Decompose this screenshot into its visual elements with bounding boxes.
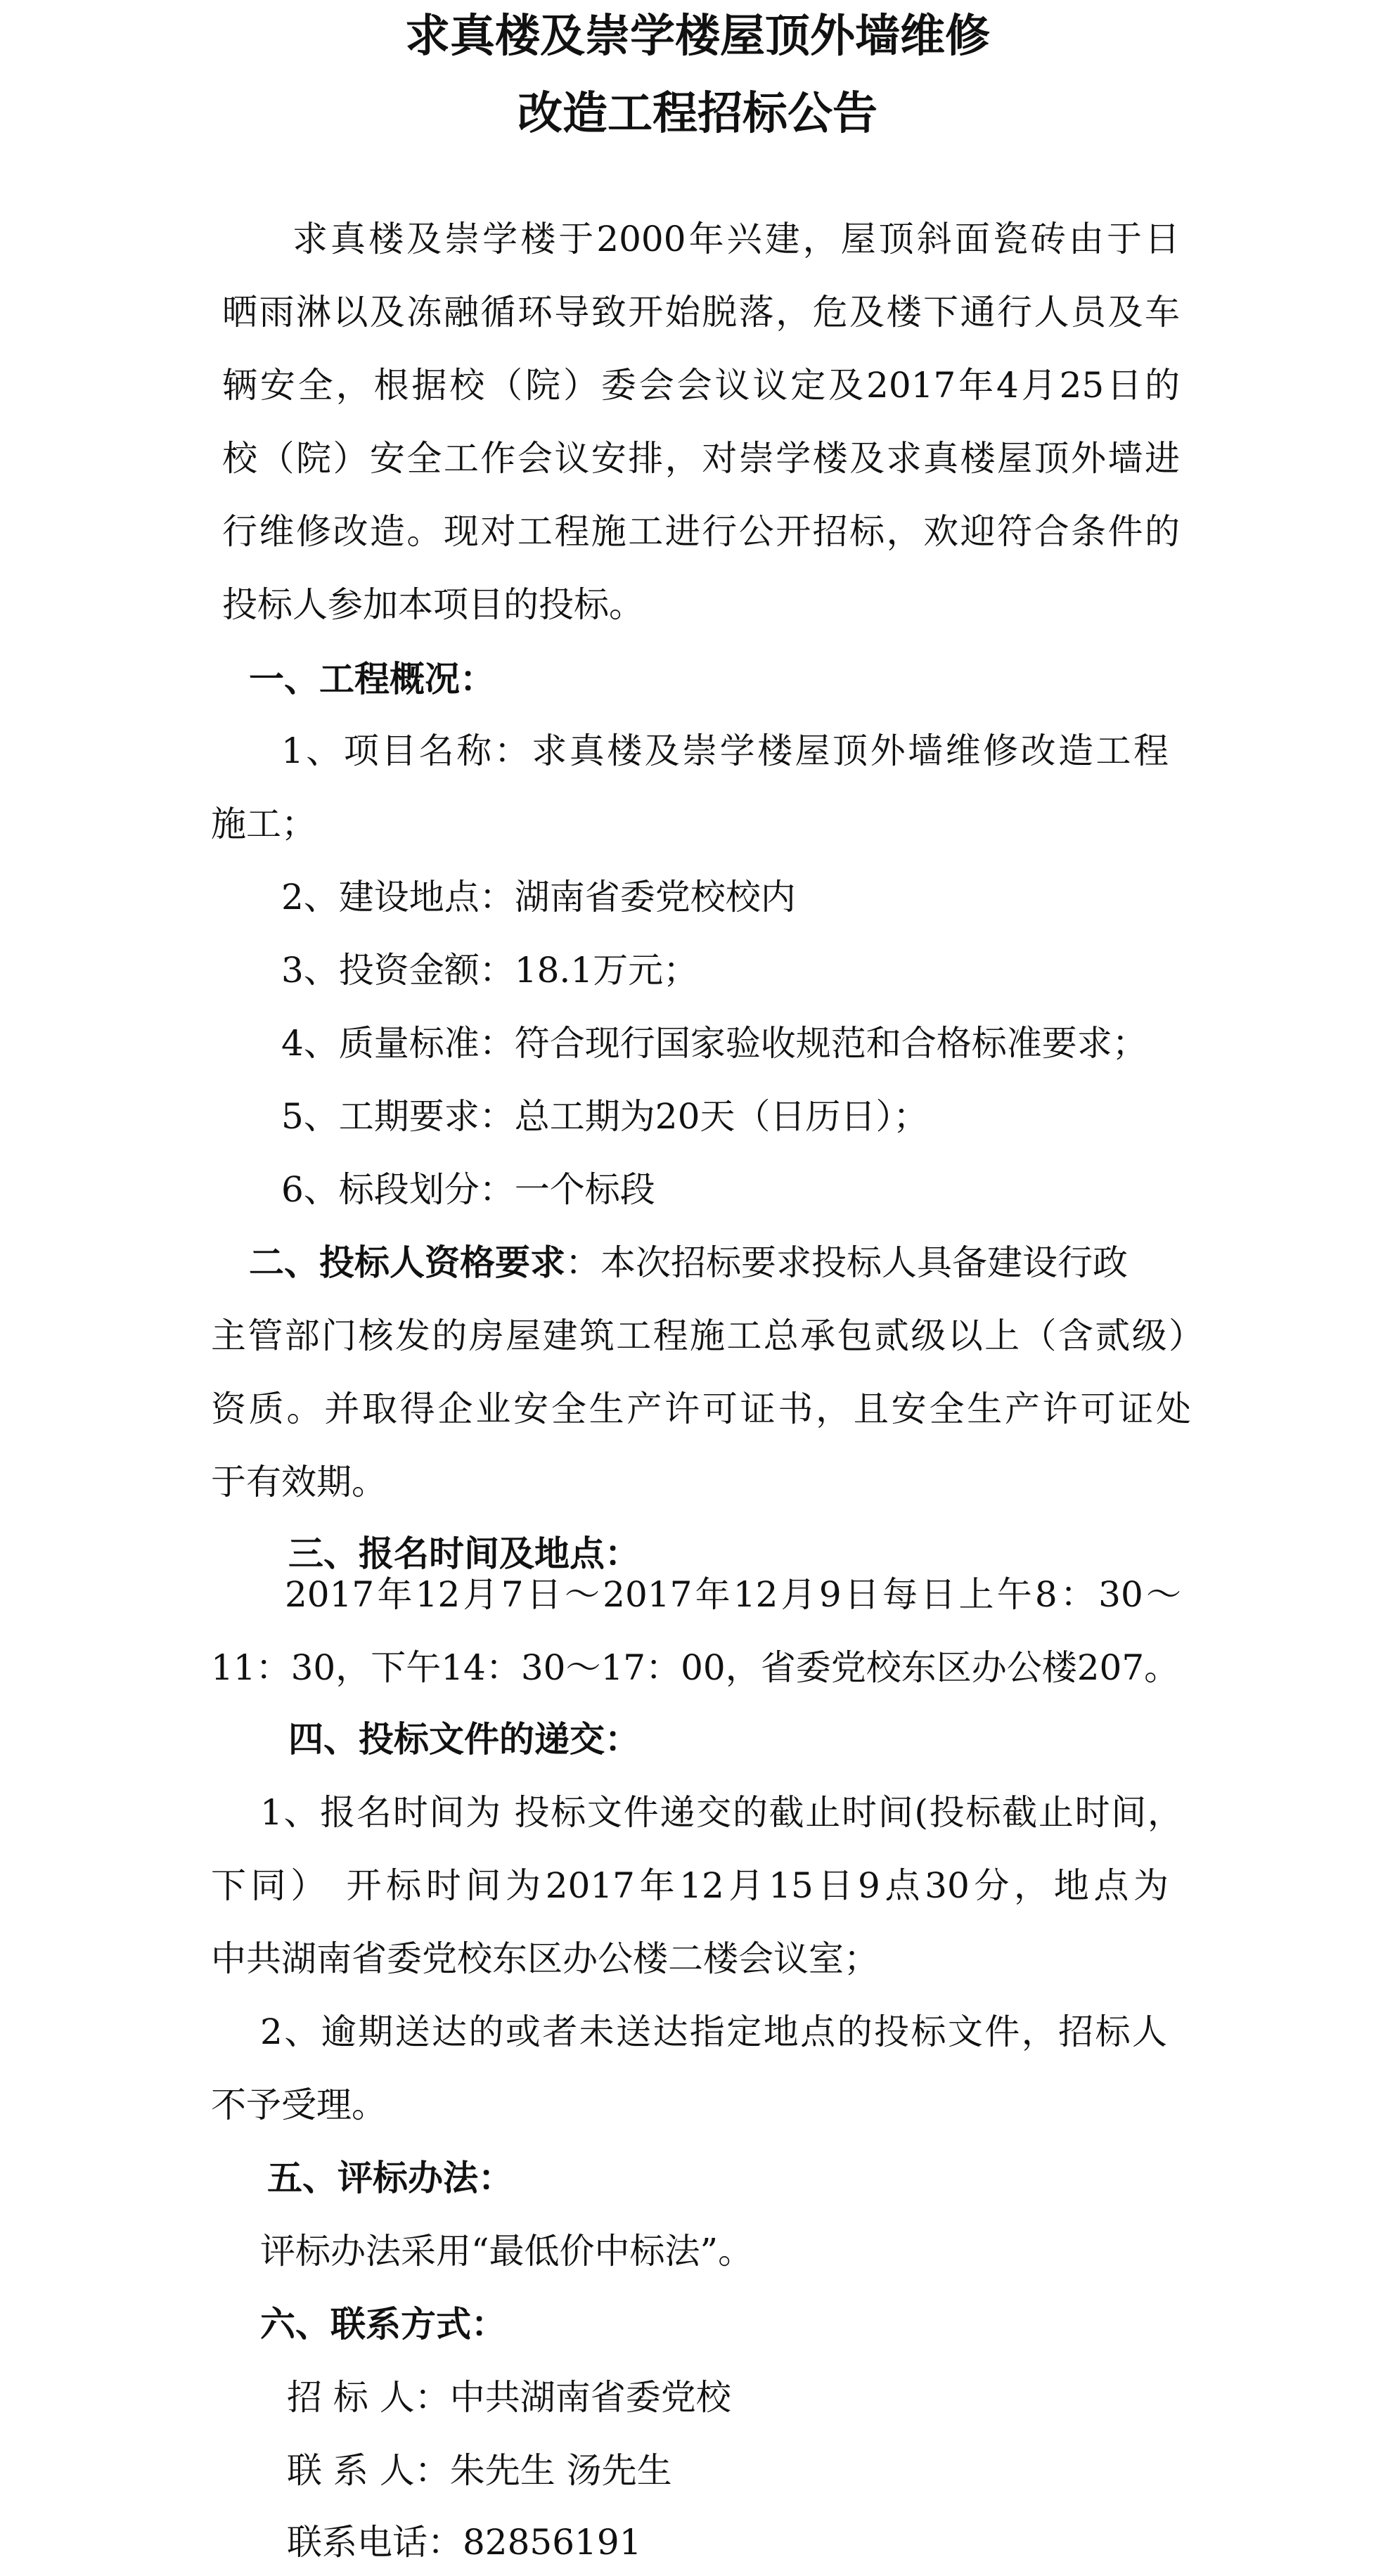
section-3-line: 11：30，下午14：30～17：00，省委党校东区办公楼207。 — [211, 1647, 1180, 1688]
contact-person: 联 系 人：朱先生 汤先生 — [287, 2450, 672, 2491]
section-5-text: 评标办法采用“最低价中标法”。 — [260, 2231, 754, 2272]
section-1-item: 4、质量标准：符合现行国家验收规范和合格标准要求； — [281, 1023, 1148, 1064]
section-4-heading: 四、投标文件的递交： — [288, 1719, 640, 1760]
section-4-line: 不予受理。 — [211, 2085, 387, 2125]
section-1-heading: 一、工程概况： — [249, 659, 495, 700]
document-title-line-2: 改造工程招标公告 — [518, 88, 878, 140]
section-4-line: 1、报名时间为 投标文件递交的截止时间(投标截止时间， — [260, 1792, 1183, 1833]
section-5-heading: 五、评标办法： — [267, 2158, 513, 2198]
section-1-item: 3、投资金额：18.1万元； — [281, 950, 699, 991]
section-4-line: 下同） 开标时间为2017年12月15日9点30分，地点为 — [211, 1865, 1169, 1906]
section-2-line — [249, 1240, 1128, 1285]
section-2-line: 资质。并取得企业安全生产许可证书，且安全生产许可证处 — [211, 1389, 1191, 1429]
intro-line: 行维修改造。现对工程施工进行公开招标，欢迎符合条件的 — [222, 511, 1180, 552]
intro-line: 晒雨淋以及冻融循环导致开始脱落，危及楼下通行人员及车 — [222, 292, 1180, 333]
section-3-line: 2017年12月7日～2017年12月9日每日上午8：30～ — [285, 1574, 1181, 1615]
contact-phone: 联系电话：82856191 — [287, 2522, 642, 2563]
document-title-line-1: 求真楼及崇学楼屋顶外墙维修 — [405, 11, 990, 63]
section-1-item: 2、建设地点：湖南省委党校校内 — [281, 877, 796, 917]
intro-line: 求真楼及崇学楼于2000年兴建，屋顶斜面瓷砖由于日 — [292, 219, 1180, 259]
section-2-text: ：本次招标要求投标人具备建设行政 — [565, 1242, 1128, 1283]
section-2-line: 主管部门核发的房屋建筑工程施工总承包贰级以上（含贰级） — [211, 1315, 1204, 1356]
section-1-item: 施工； — [211, 804, 316, 844]
contact-tenderer: 招 标 人：中共湖南省委党校 — [287, 2377, 731, 2418]
intro-line: 投标人参加本项目的投标。 — [222, 584, 644, 625]
section-1-item: 6、标段划分：一个标段 — [281, 1169, 655, 1210]
intro-line: 校（院）安全工作会议安排，对崇学楼及求真楼屋顶外墙进 — [222, 438, 1180, 479]
section-3-heading: 三、报名时间及地点： — [288, 1533, 640, 1574]
section-1-item: 5、工期要求：总工期为20天（日历日）； — [281, 1096, 929, 1137]
section-4-line: 中共湖南省委党校东区办公楼二楼会议室； — [211, 1938, 879, 1979]
intro-line: 辆安全，根据校（院）委会会议议定及2017年4月25日的 — [222, 365, 1180, 406]
section-1-item: 1、项目名称：求真楼及崇学楼屋顶外墙维修改造工程 — [281, 730, 1169, 771]
section-2-line: 于有效期。 — [211, 1462, 387, 1502]
section-4-line: 2、逾期送达的或者未送达指定地点的投标文件，招标人 — [260, 2011, 1167, 2052]
section-2-heading: 二、投标人资格要求 — [249, 1242, 565, 1283]
section-6-heading: 六、联系方式： — [260, 2304, 506, 2345]
